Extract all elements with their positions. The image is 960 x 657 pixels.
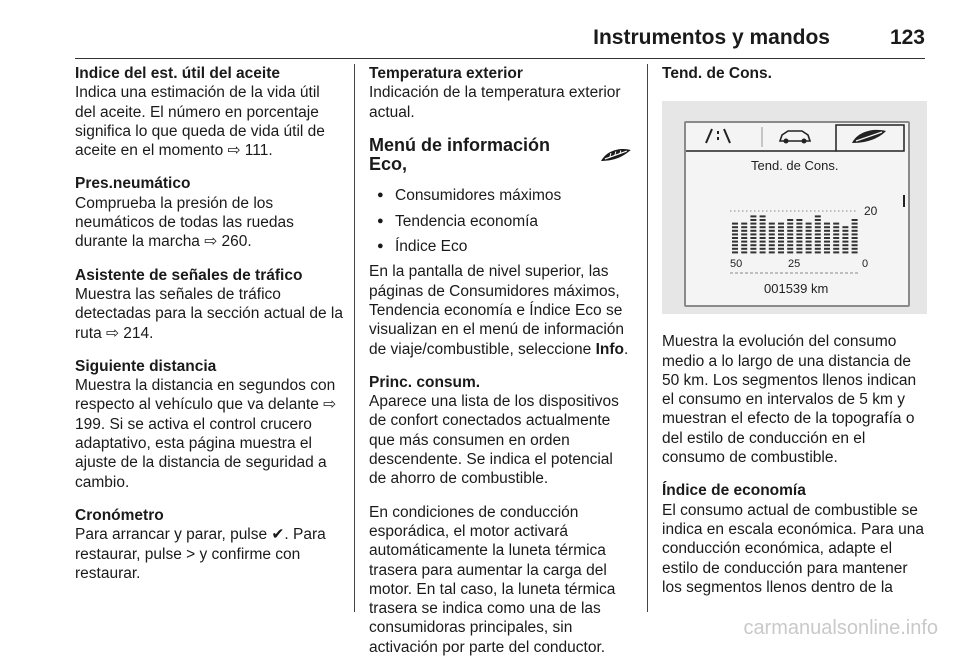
trend-bar	[787, 219, 793, 253]
eco-menu-heading	[369, 136, 633, 175]
x-label-50: 50	[730, 258, 743, 271]
section-heading: Índice de economía	[662, 482, 806, 500]
trend-bar	[852, 219, 858, 253]
road-icon	[706, 129, 730, 143]
section-heading: Princ. consum.	[369, 373, 481, 391]
section-oil-life	[75, 64, 343, 160]
page-header	[75, 26, 925, 59]
section-body: Muestra la evolución del consumo medio a lo largo de una distancia de 50 km. Los segmentos llenos indican el consumo en intervalos de 5 km y muestran el efecto de la topografía o del estilo de conducción en el consumo de combustible.	[662, 333, 917, 467]
column-divider	[647, 64, 648, 612]
column-left	[75, 64, 343, 597]
section-body: Muestra las señales de tráfico detectadas para la sección actual de la ruta ⇨ 214.	[75, 285, 343, 342]
list-item: ● Consumidores máximos	[369, 186, 633, 205]
trend-bar	[815, 216, 821, 254]
display-title: Tend. de Cons.	[751, 158, 839, 174]
list-item: ● Tendencia economía	[369, 212, 633, 231]
eco-heading-text: Menú de información Eco,	[369, 134, 551, 175]
section-heading: Pres.neumático	[75, 175, 191, 193]
trend-bar	[741, 223, 747, 254]
odometer-readout: 001539 km	[764, 281, 829, 297]
section-heading: Asistente de señales de tráfico	[75, 266, 303, 284]
eco-menu-list	[369, 186, 633, 256]
instrument-display	[684, 121, 910, 307]
section-heading: Indice del est. útil del aceite	[75, 65, 281, 82]
section-stopwatch	[75, 506, 343, 583]
section-body: Para arrancar y parar, pulse ✔. Para restaurar, pulse > y confirme con restaurar.	[75, 526, 326, 582]
scale-top-label: 20	[864, 204, 878, 219]
car-icon	[780, 131, 810, 144]
leaf-icon	[599, 147, 633, 163]
x-label-0: 0	[862, 258, 869, 271]
section-heading: Cronómetro	[75, 506, 164, 524]
leaf-icon	[852, 130, 886, 143]
trend-bar	[750, 216, 756, 254]
section-tyre-pressure	[75, 174, 343, 251]
display-figure	[662, 101, 927, 314]
paragraph-text: .	[624, 340, 629, 358]
section-main-consumers	[369, 373, 633, 489]
column-divider	[354, 64, 355, 612]
trend-bar	[824, 223, 830, 254]
section-body: Comprueba la presión de los neumáticos de todas las ruedas durante la marcha ⇨ 260.	[75, 194, 294, 251]
info-button-label: Info	[595, 340, 625, 358]
eco-menu-description	[369, 262, 633, 358]
trend-bar	[760, 216, 766, 254]
trend-bar	[842, 226, 848, 253]
section-heading: Siguiente distancia	[75, 357, 217, 375]
section-body: El consumo actual de combustible se indica en escala económica. Para una conducción económica, adapte el estilo de conducción para mantener los segmentos llenos dentro de la	[662, 501, 924, 596]
section-traffic-sign	[75, 266, 343, 343]
column-right	[662, 64, 927, 611]
section-outside-temp	[369, 64, 633, 122]
trend-bar	[778, 223, 784, 254]
section-heading: Tend. de Cons.	[662, 65, 772, 82]
paragraph-text: En la pantalla de nivel superior, las páginas de Consumidores máximos, Tendencia economía e Índice Eco se visualizan en el menú de información de viaje/combustible, seleccione	[369, 263, 625, 358]
x-label-25: 25	[788, 258, 801, 271]
trend-bar	[833, 223, 839, 254]
trend-bar	[806, 223, 812, 254]
column-middle	[369, 64, 633, 657]
section-following-distance	[75, 357, 343, 492]
trend-bars	[732, 216, 858, 254]
trend-bar	[769, 223, 775, 254]
section-body: Muestra la distancia en segundos con respecto al vehículo que va delante ⇨ 199. Si se activa el control crucero adaptativo, esta página muestra el ajuste de la distancia de seguridad a cambio.	[75, 377, 337, 491]
section-body: Aparece una lista de los dispositivos de confort conectados actualmente que más consumen en orden descendente. Se indica el potencial de ahorro de combustible.	[369, 393, 619, 488]
display-graphic	[686, 123, 908, 305]
section-body: Indica una estimación de la vida útil del aceite. El número en porcentaje significa lo que queda de vida útil de aceite en el momento ⇨ 111.	[75, 84, 325, 160]
section-heading: Temperatura exterior	[369, 65, 523, 82]
trend-bar	[796, 219, 802, 253]
watermark: carmanualsonline.info	[743, 617, 938, 639]
page-title: Instrumentos y mandos	[593, 26, 830, 49]
page-number: 123	[889, 26, 925, 49]
list-item: ● Índice Eco	[369, 237, 633, 256]
section-body: En condiciones de conducción esporádica, el motor activará automáticamente la luneta térmica trasera para aumentar la carga del motor. En tal caso, la luneta térmica trasera se indica como una de las consumidoras principales, sin activación por parte del conductor.	[369, 503, 616, 656]
section-economy-index	[662, 481, 927, 597]
trend-bar	[732, 223, 738, 254]
section-body: Indicación de la temperatura exterior actual.	[369, 84, 621, 121]
scroll-indicator	[903, 195, 905, 207]
